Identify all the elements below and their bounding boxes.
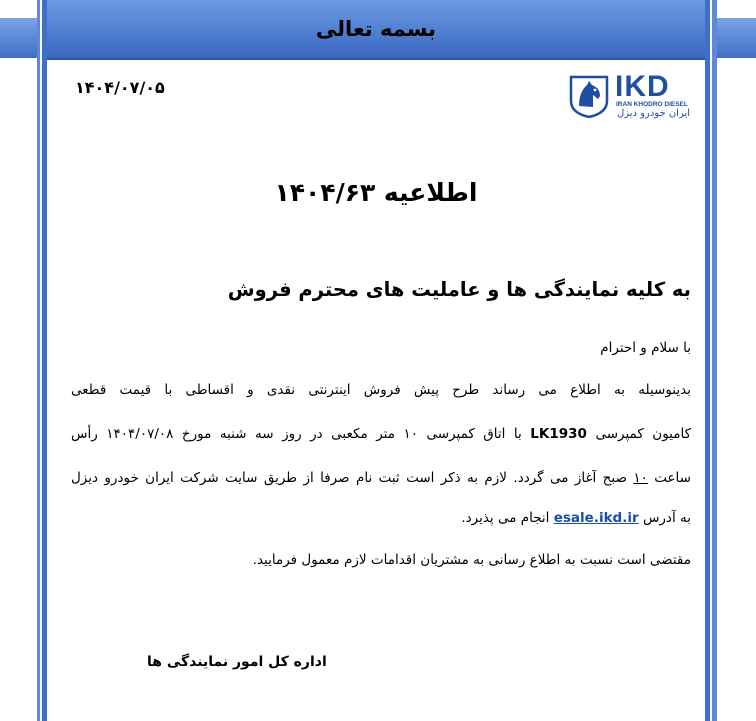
body-line-2-start: کامیون کمپرسی	[595, 426, 692, 442]
body-line-3-end: صبح آغاز می گردد. لازم به ذکر است ثبت نام صرفا از طریق سایت شرکت ایران خودرو دیزل	[71, 470, 627, 486]
frame-edge-right	[717, 18, 756, 58]
body-line-3-start: ساعت	[654, 470, 691, 486]
logo-subtitle-en: IRAN KHODRO DIESEL	[616, 101, 688, 108]
horse-head-icon	[567, 74, 611, 118]
body-line-4-end: انجام می پذیرد.	[461, 510, 550, 526]
recipient-line: به کلیه نمایندگی ها و عاملیت های محترم فروش	[227, 278, 691, 301]
start-hour: ۱۰	[633, 470, 648, 486]
body-line-2-end: با اتاق کمپرسی ۱۰ متر مکعبی در روز سه شنبه مورخ ۱۴۰۴/۰۷/۰۸ رأس	[71, 426, 522, 442]
body-line-3	[71, 470, 691, 486]
header-title: بسمه تعالی	[315, 17, 437, 41]
frame-edge-left	[0, 18, 37, 58]
body-line-1	[71, 382, 691, 398]
truck-model: LK1930	[530, 426, 587, 442]
body-line-4	[461, 510, 691, 526]
body-line-1-text: بدینوسیله به اطلاع می رساند طرح پیش فروش اینترنتی نقدی و اقساطی با قیمت قطعی	[71, 382, 691, 398]
frame-rail-left	[37, 0, 47, 721]
logo-wordmark: IKD	[615, 70, 670, 103]
esale-link[interactable]: esale.ikd.ir	[553, 510, 639, 526]
body-line-2	[71, 426, 691, 442]
signature: اداره کل امور نمایندگی ها	[147, 654, 327, 670]
frame-rail-right	[705, 0, 717, 721]
greeting: با سلام و احترام	[600, 340, 691, 356]
body-line-4-start: به آدرس	[642, 510, 691, 526]
letter-date: ۱۴۰۴/۰۷/۰۵	[75, 78, 165, 97]
notice-title: اطلاعیه ۱۴۰۴/۶۳	[274, 178, 478, 207]
logo-subtitle-fa: ایران خودرو دیزل	[617, 108, 691, 119]
header-bar	[47, 0, 705, 60]
company-logo	[567, 70, 691, 122]
letter-content	[47, 60, 705, 721]
closing-line: مقتضی است نسبت به اطلاع رسانی به مشتریان اقدامات لازم معمول فرمایید.	[252, 552, 691, 568]
